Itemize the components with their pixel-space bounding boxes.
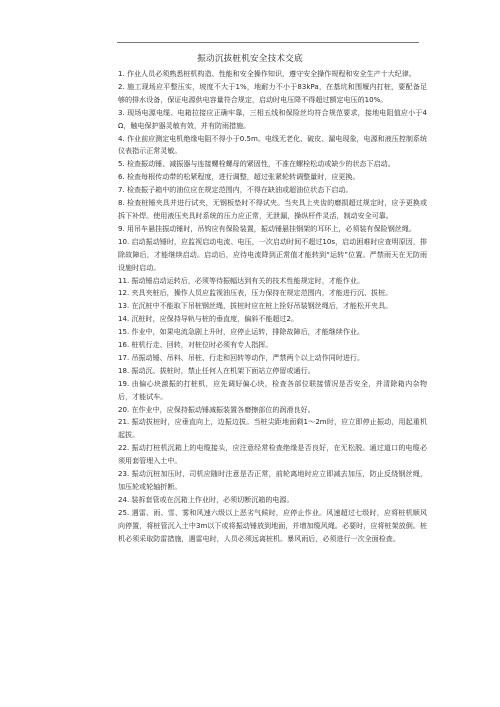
safety-item: 16. 桩机行走、回转，对桩位时必须有专人指挥。	[118, 340, 273, 350]
safety-items-list	[118, 68, 427, 546]
safety-item: 24. 装拆套管或在沉箱上作业时，必须切断沉箱的电源。	[118, 494, 294, 504]
safety-item: 1. 作业人员必须熟悉桩机构造、性能和安全操作知识，遵守安全操作规程和安全生产十大纪律。	[118, 69, 416, 78]
safety-item: 8. 检查桩锤夹具并进行试夹，无钢板垫时不得试夹。当夹具上夹齿的磨损超过规定时，应予更换或拆下补焊。使用液压夹具时系统的压力应正常，无泄漏，操纵杆件灵活，制动安全可靠。	[118, 198, 427, 220]
safety-item: 22. 振动打桩机沉箱上的电缆接头，应注意经常检查绝缘是否良好，在无松脱。通过道口的电缆必须用套管埋入土中。	[118, 443, 427, 466]
safety-item: 6. 检查每根传动带的松紧程度，进行调整，超过张紧轮转调整量时，应更换。	[118, 172, 360, 182]
safety-item: 18. 振动沉、拔桩时，禁止任何人在机架下面站立停留或通行。	[118, 365, 315, 375]
safety-item: 14. 沉桩时，应保持导轨与桩的垂直度，偏斜不能超过2。	[118, 314, 299, 324]
safety-item: 3. 现场电源电缆、电箱拉接应正确牢靠，三相五线和保险丝均符合规范要求，接地电阻值应小于4Ω，触电保护器灵敏有效，并有防雨措施。	[118, 107, 427, 130]
document-title: 振动沉拔桩机安全技术交底	[197, 54, 303, 64]
safety-item: 5. 检查振动锤、减振器与连接螺栓螺母的紧固性，不准在螺栓松动或缺少的状态下启动。	[118, 159, 395, 169]
safety-item: 13. 在沉桩中不能取下吊桩钢丝绳，拔桩时应在桩上拴好吊装钢丝绳后，才能松开夹具。	[118, 301, 393, 311]
safety-item: 7. 检查振子箱中的油位应在规定范围内，不得在缺油或超油位状态下启动。	[118, 185, 353, 195]
safety-item: 9. 用吊车悬挂振动锤时，吊钩应有保险装置，振动锤悬挂钢架的耳环上，必须装有保险钢丝绳。	[118, 223, 416, 233]
safety-item: 19. 由偏心块激振的打桩机，应先调好偏心块，检查各部位联接情况是否安全，并清除箱内杂物后，才能试车。	[118, 378, 427, 401]
safety-item: 17. 吊振动锤、吊料、吊桩、行走和回转等动作，严禁两个以上动作同时进行。	[118, 352, 364, 362]
header-divider	[117, 42, 419, 43]
safety-item: 25. 遇雷、雨、雪、雾和风速六级以上恶劣气候时，应停止作业。风速超过七级时，应将桩机顺风向停置，将桩管沉入土中3m以下或将振动锤放到地面，并增加缆风绳。必要时，应将桩架放倒。桩机必须采取防雷措施，遇雷电时，人员必须远离桩机。暴风雨后，必须进行一次全面检查。	[118, 507, 427, 543]
safety-item: 15. 作业中，如果电流急剧上升时，应停止运转，排除故障后，才能继续作业。	[118, 327, 364, 337]
safety-item: 21. 振动拔桩时，应垂直向上，边振边拔。当桩尖距地面剩1～2m时，应立即停止振动，用起重机起拔。	[118, 417, 427, 440]
safety-item: 10. 启动振动锤时，应监视启动电流、电压，一次启动时间不超过10s，启动困难时应查明原因，排除故障后，才能继续启动。启动后，应待电流降到正常值才能转到“运转”位置。严禁雨天在无防雨设施时启动。	[118, 236, 427, 272]
safety-item: 2. 施工现场应平整压实，坡度不大于1%，地耐力不小于83kPa，在基坑和围堰内打桩，要配备足够的排水设备，保证电源供电容量符合规定，启动时电压降不得超过额定电压的10%。	[118, 81, 427, 104]
safety-item: 23. 振动沉桩加压时，司机应随时注意是否正常，前轮离地时应立即减去加压，防止反绕钢丝绳，加压轮或轮轴折断。	[118, 469, 427, 491]
safety-item: 12. 夹具夹桩后，操作人员应监视油压表，压力保持在规定范围内，才能进行沉、拔桩。	[118, 288, 393, 298]
safety-item: 11. 振动锤启动运转后，必须等待振幅达到有关的技术性能规定时，才能作业。	[118, 275, 364, 285]
safety-item: 20. 在作业中，应保持振动锤减振装置各磨擦部位的润滑良好。	[118, 404, 315, 414]
safety-item: 4. 作业前应测定电机绝缘电阻不得小于0.5m。电线无老化、破皮、漏电现象，电源和液压控制系统仪表指示正常灵敏。	[118, 133, 427, 156]
